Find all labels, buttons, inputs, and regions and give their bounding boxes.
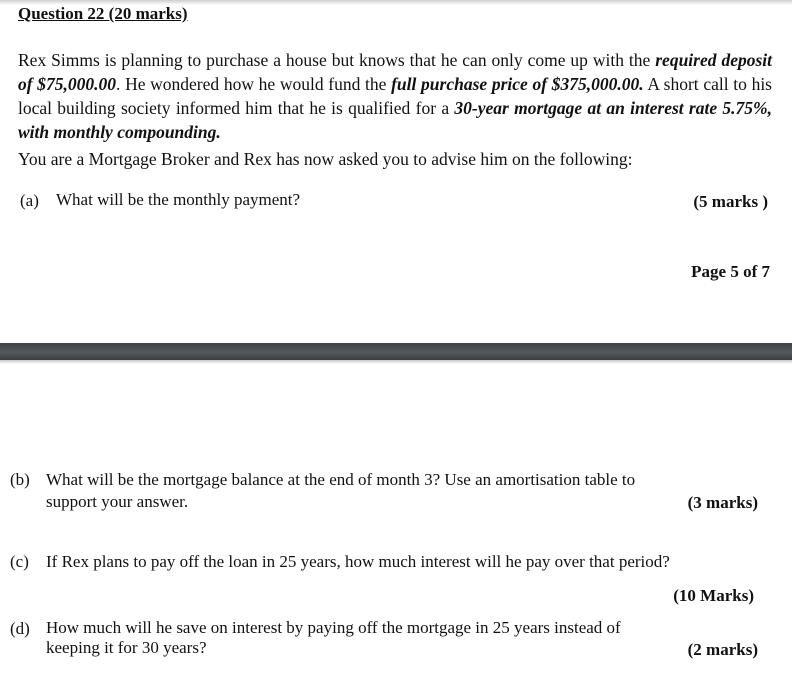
intro-text-1: Rex Simms is planning to purchase a house but knows that he can only come up with the: [18, 50, 656, 70]
part-d-line2: keeping it for 30 years?: [46, 638, 207, 657]
page-divider-shadow: [0, 360, 792, 364]
part-c-label: (c): [10, 552, 29, 571]
part-c-marks: (10 Marks): [673, 586, 754, 605]
page-divider: [0, 343, 792, 360]
part-b-line2: support your answer.: [46, 492, 189, 511]
part-d-line1: How much will he save on interest by paying off the mortgage in 25 years instead of: [46, 618, 621, 637]
question-title: Question 22 (20 marks): [18, 4, 188, 23]
part-a-label: (a): [20, 191, 39, 210]
question-intro: [18, 48, 772, 144]
intro-mortgage: 30-year mortgage at an interest rate 5.75%, with monthly compounding.: [18, 98, 772, 142]
page-number: Page 5 of 7: [691, 262, 770, 281]
part-a-text: What will be the monthly payment?: [56, 190, 301, 209]
part-b-marks: (3 marks): [687, 493, 758, 512]
intro-deposit: required deposit of $75,000.00: [18, 50, 772, 94]
intro-text-3: A short call to his local building society informed him that he is qualified for a: [18, 74, 772, 118]
part-d-label: (d): [10, 619, 30, 638]
intro-full-price: full purchase price of $375,000.00.: [391, 74, 644, 94]
part-b-label: (b): [10, 470, 30, 489]
part-c-text: If Rex plans to pay off the loan in 25 years, how much interest will he pay over that period?: [46, 552, 670, 571]
intro-text-2: . He wondered how he would fund the: [116, 74, 392, 94]
part-d-marks: (2 marks): [687, 640, 758, 659]
part-b-line1: What will be the mortgage balance at the end of month 3? Use an amortisation table to: [46, 470, 636, 489]
advise-text: You are a Mortgage Broker and Rex has now asked you to advise him on the following:: [18, 149, 633, 169]
part-a-marks: (5 marks ): [693, 192, 768, 211]
